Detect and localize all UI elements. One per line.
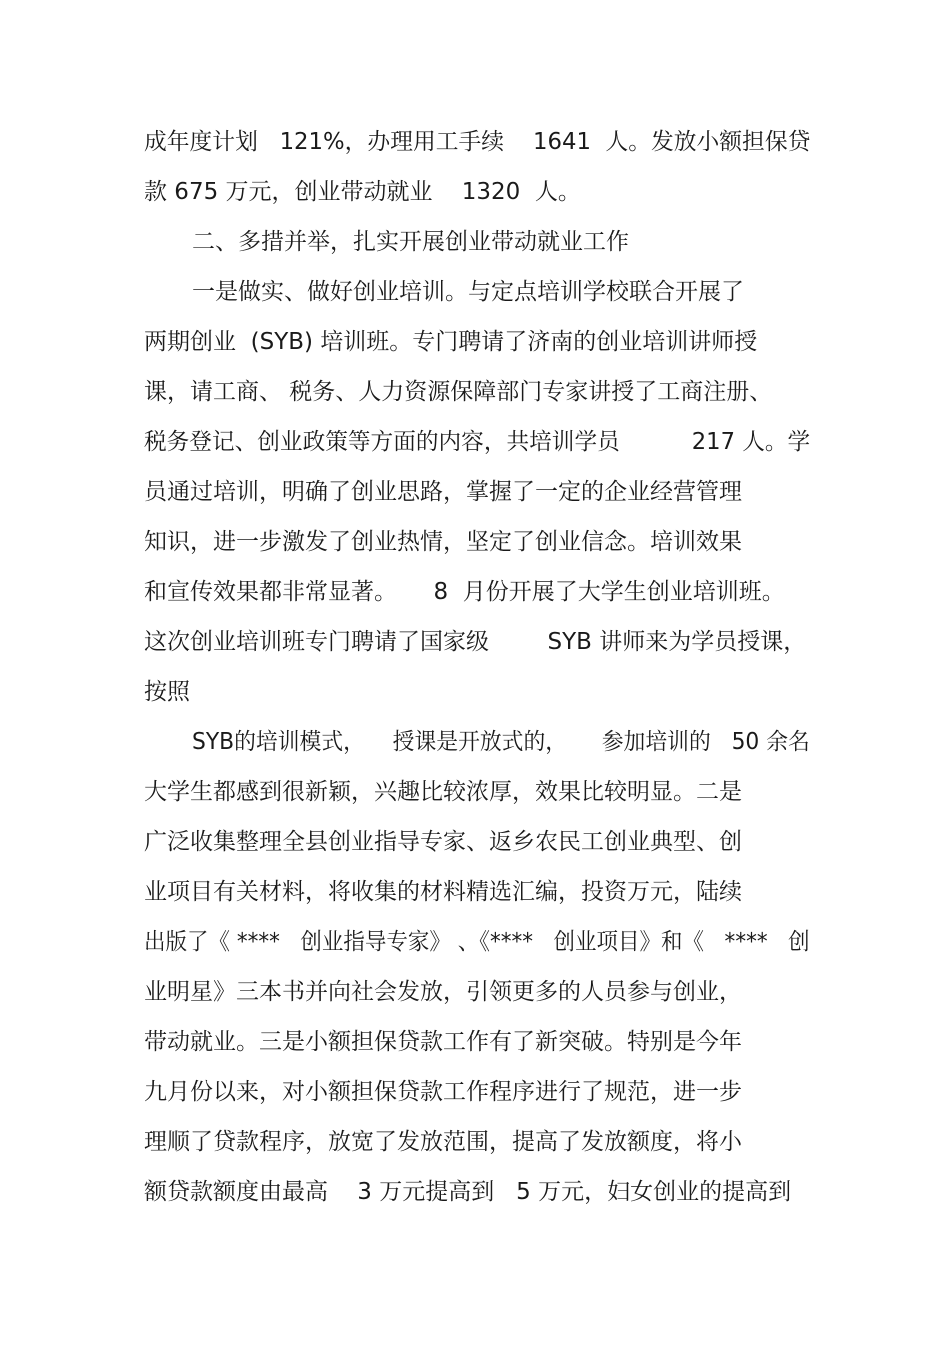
text-line: 额贷款额度由最高 3 万元提高到 5 万元，妇女创业的提高到 [144, 1179, 792, 1205]
text-line: 理顺了贷款程序，放宽了发放范围，提高了发放额度，将小 [144, 1129, 742, 1155]
text-line: 九月份以来，对小额担保贷款工作程序进行了规范，进一步 [144, 1079, 742, 1105]
section-heading: 二、多措并举，扎实开展创业带动就业工作 [192, 229, 629, 255]
text-line: 这次创业培训班专门聘请了国家级 SYB 讲师来为学员授课， [144, 629, 807, 655]
text-line: 税务登记、创业政策等方面的内容，共培训学员 217 人。学 [144, 429, 811, 455]
text-line: 课，请工商、 税务、人力资源保障部门专家讲授了工商注册、 [144, 379, 773, 405]
text-line: 款 675 万元，创业带动就业 1320 人。 [144, 179, 581, 205]
text-line: 知识，进一步激发了创业热情，坚定了创业信念。培训效果 [144, 529, 742, 555]
text-line: 业项目有关材料，将收集的材料精选汇编，投资万元，陆续 [144, 879, 742, 905]
text-line: 大学生都感到很新颖，兴趣比较浓厚，效果比较明显。二是 [144, 779, 742, 805]
text-line: 带动就业。三是小额担保贷款工作有了新突破。特别是今年 [144, 1029, 742, 1055]
text-line: 和宣传效果都非常显著。 8 月份开展了大学生创业培训班。 [144, 579, 785, 605]
text-line: 业明星》三本书并向社会发放，引领更多的人员参与创业， [144, 979, 742, 1005]
text-line: 两期创业 (SYB) 培训班。专门聘请了济南的创业培训讲师授 [144, 329, 758, 355]
text-line: SYB的培训模式， 授课是开放式的， 参加培训的 50 余名 [192, 729, 810, 755]
text-line: 成年度计划 121%，办理用工手续 1641 人。发放小额担保贷 [144, 129, 811, 155]
text-line: 按照 [144, 679, 190, 705]
text-line: 广泛收集整理全县创业指导专家、返乡农民工创业典型、创 [144, 829, 742, 855]
text-line: 员通过培训，明确了创业思路，掌握了一定的企业经营管理 [144, 479, 742, 505]
text-line: 一是做实、做好创业培训。与定点培训学校联合开展了 [192, 279, 744, 305]
text-line: 出版了《 **** 创业指导专家》 、《**** 创业项目》和《 **** 创 [144, 929, 810, 955]
